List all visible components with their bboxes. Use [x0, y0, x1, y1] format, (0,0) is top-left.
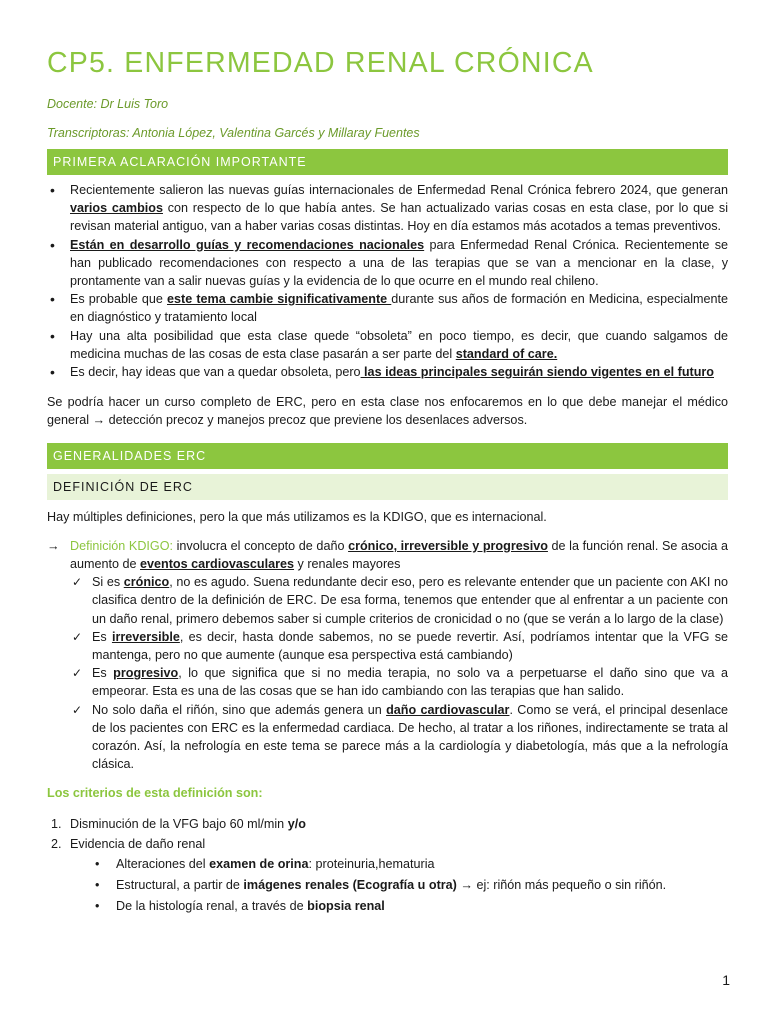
aclaracion-list: [47, 181, 728, 381]
list-item: • Es probable que este tema cambie significativamente durante sus años de formación en Medicina, especialmente en diagnóstico y tratamiento local: [47, 290, 728, 326]
section-heading-aclaracion: PRIMERA ACLARACIÓN IMPORTANTE: [47, 149, 728, 175]
page-number: 1: [722, 972, 730, 988]
arrow-right-icon: →: [47, 538, 60, 553]
transcribers-line: Transcriptoras: Antonia López, Valentina Garcés y Millaray Fuentes: [47, 126, 420, 140]
check-item: ✓ Es progresivo, lo que significa que si no media terapia, no solo va a perpetuarse el daño sino que va a empeorar. Esta es una de las cosas que se han ido cambiando con las terapias que han salido.: [72, 666, 728, 699]
page-title: CP5. ENFERMEDAD RENAL CRÓNICA: [47, 47, 594, 79]
renal-damage-list: [47, 854, 728, 917]
list-item: • Alteraciones del examen de orina: proteinuria,hematuria: [93, 854, 728, 875]
summary-paragraph: Se podría hacer un curso completo de ERC, pero en esta clase nos enfocaremos en lo que debe manejar el médico general → detección precoz y manejos precoz que previene los desenlaces adversos.: [47, 395, 728, 428]
kdigo-label: Definición KDIGO:: [70, 538, 174, 553]
check-item: ✓ Es irreversible, es decir, hasta donde sabemos, no se puede revertir. Así, podríamos intentar que la VFG se mantenga, pero no que aumente (aunque esa perspectiva está cambiando): [72, 629, 728, 663]
check-item: ✓ No solo daña el riñón, sino que además genera un daño cardiovascular. Como se verá, el principal desenlace de los pacientes con ERC es la enfermedad cardiaca. De hecho, al tratar a los riñones, indirectamente se trata al corazón. Así, la nefrología en este tema se parece más a la cardiología y diabetología, más que a la nefrología clásica.: [72, 702, 728, 772]
definition-intro: Hay múltiples definiciones, pero la que más utilizamos es la KDIGO, que es internacional.: [47, 509, 547, 524]
checkmark-icon: ✓: [72, 702, 83, 717]
check-item: ✓ Si es crónico, no es agudo. Suena redundante decir eso, pero es relevante entender que un paciente con AKI no clasifica dentro de la definición de ERC. De esa forma, tenemos que entender que al enfrentar a un paciente con un daño renal, primero debemos saber si cumple criterios de cronicidad o no (que se verán a lo largo de la clase): [72, 575, 728, 626]
list-item: • Recientemente salieron las nuevas guías internacionales de Enfermedad Renal Crónica febrero 2024, que generan varios cambios con respecto de lo que había antes. Se han actualizado varias cosas en esta clase, por lo que si revisan material antiguo, van a haber varias cosas distintas. Hoy en día estamos más acotados a temas preventivos.: [47, 181, 728, 236]
section-heading-generalidades: GENERALIDADES ERC: [47, 443, 728, 469]
kdigo-definition: → Definición KDIGO: involucra el concepto de daño crónico, irreversible y progresivo de la función renal. Se asocia a aumento de eventos cardiovasculares y renales mayores: [47, 538, 729, 572]
teacher-line: Docente: Dr Luis Toro: [47, 97, 169, 111]
kdigo-checklist: [47, 573, 728, 773]
criteria-list: [47, 814, 728, 854]
subsection-heading-definicion: DEFINICIÓN DE ERC: [47, 474, 728, 500]
list-item: • Hay una alta posibilidad que esta clase quede “obsoleta” en poco tiempo, es decir, que cuando salgamos de medicina muchas de las cosas de esta clase pasarán a ser parte del standard of care.: [47, 327, 728, 363]
list-item: • Es decir, hay ideas que van a quedar obsoleta, pero las ideas principales seguirán siendo vigentes en el futuro: [47, 363, 728, 381]
criteria-item: 1. Disminución de la VFG bajo 60 ml/min y/o: [51, 817, 306, 832]
checkmark-icon: ✓: [72, 666, 83, 681]
list-item: • Están en desarrollo guías y recomendaciones nacionales para Enfermedad Renal Crónica. Recientemente se han publicado recomendaciones con respecto a una de las terapias que se van a mencionar en la clase, y prontamente van a salir nuevas guías y la evidencia de lo que ocurre en el mundo real chileno.: [47, 236, 728, 291]
checkmark-icon: ✓: [72, 575, 83, 590]
checkmark-icon: ✓: [72, 629, 83, 644]
criteria-item: 2. Evidencia de daño renal: [51, 837, 206, 852]
list-item: • De la histología renal, a través de biopsia renal: [93, 896, 728, 917]
list-item: • Estructural, a partir de imágenes renales (Ecografía u otra) → ej: riñón más pequeño o sin riñón.: [93, 875, 728, 896]
criteria-title: Los criterios de esta definición son:: [47, 786, 263, 801]
document-page: [47, 44, 728, 917]
